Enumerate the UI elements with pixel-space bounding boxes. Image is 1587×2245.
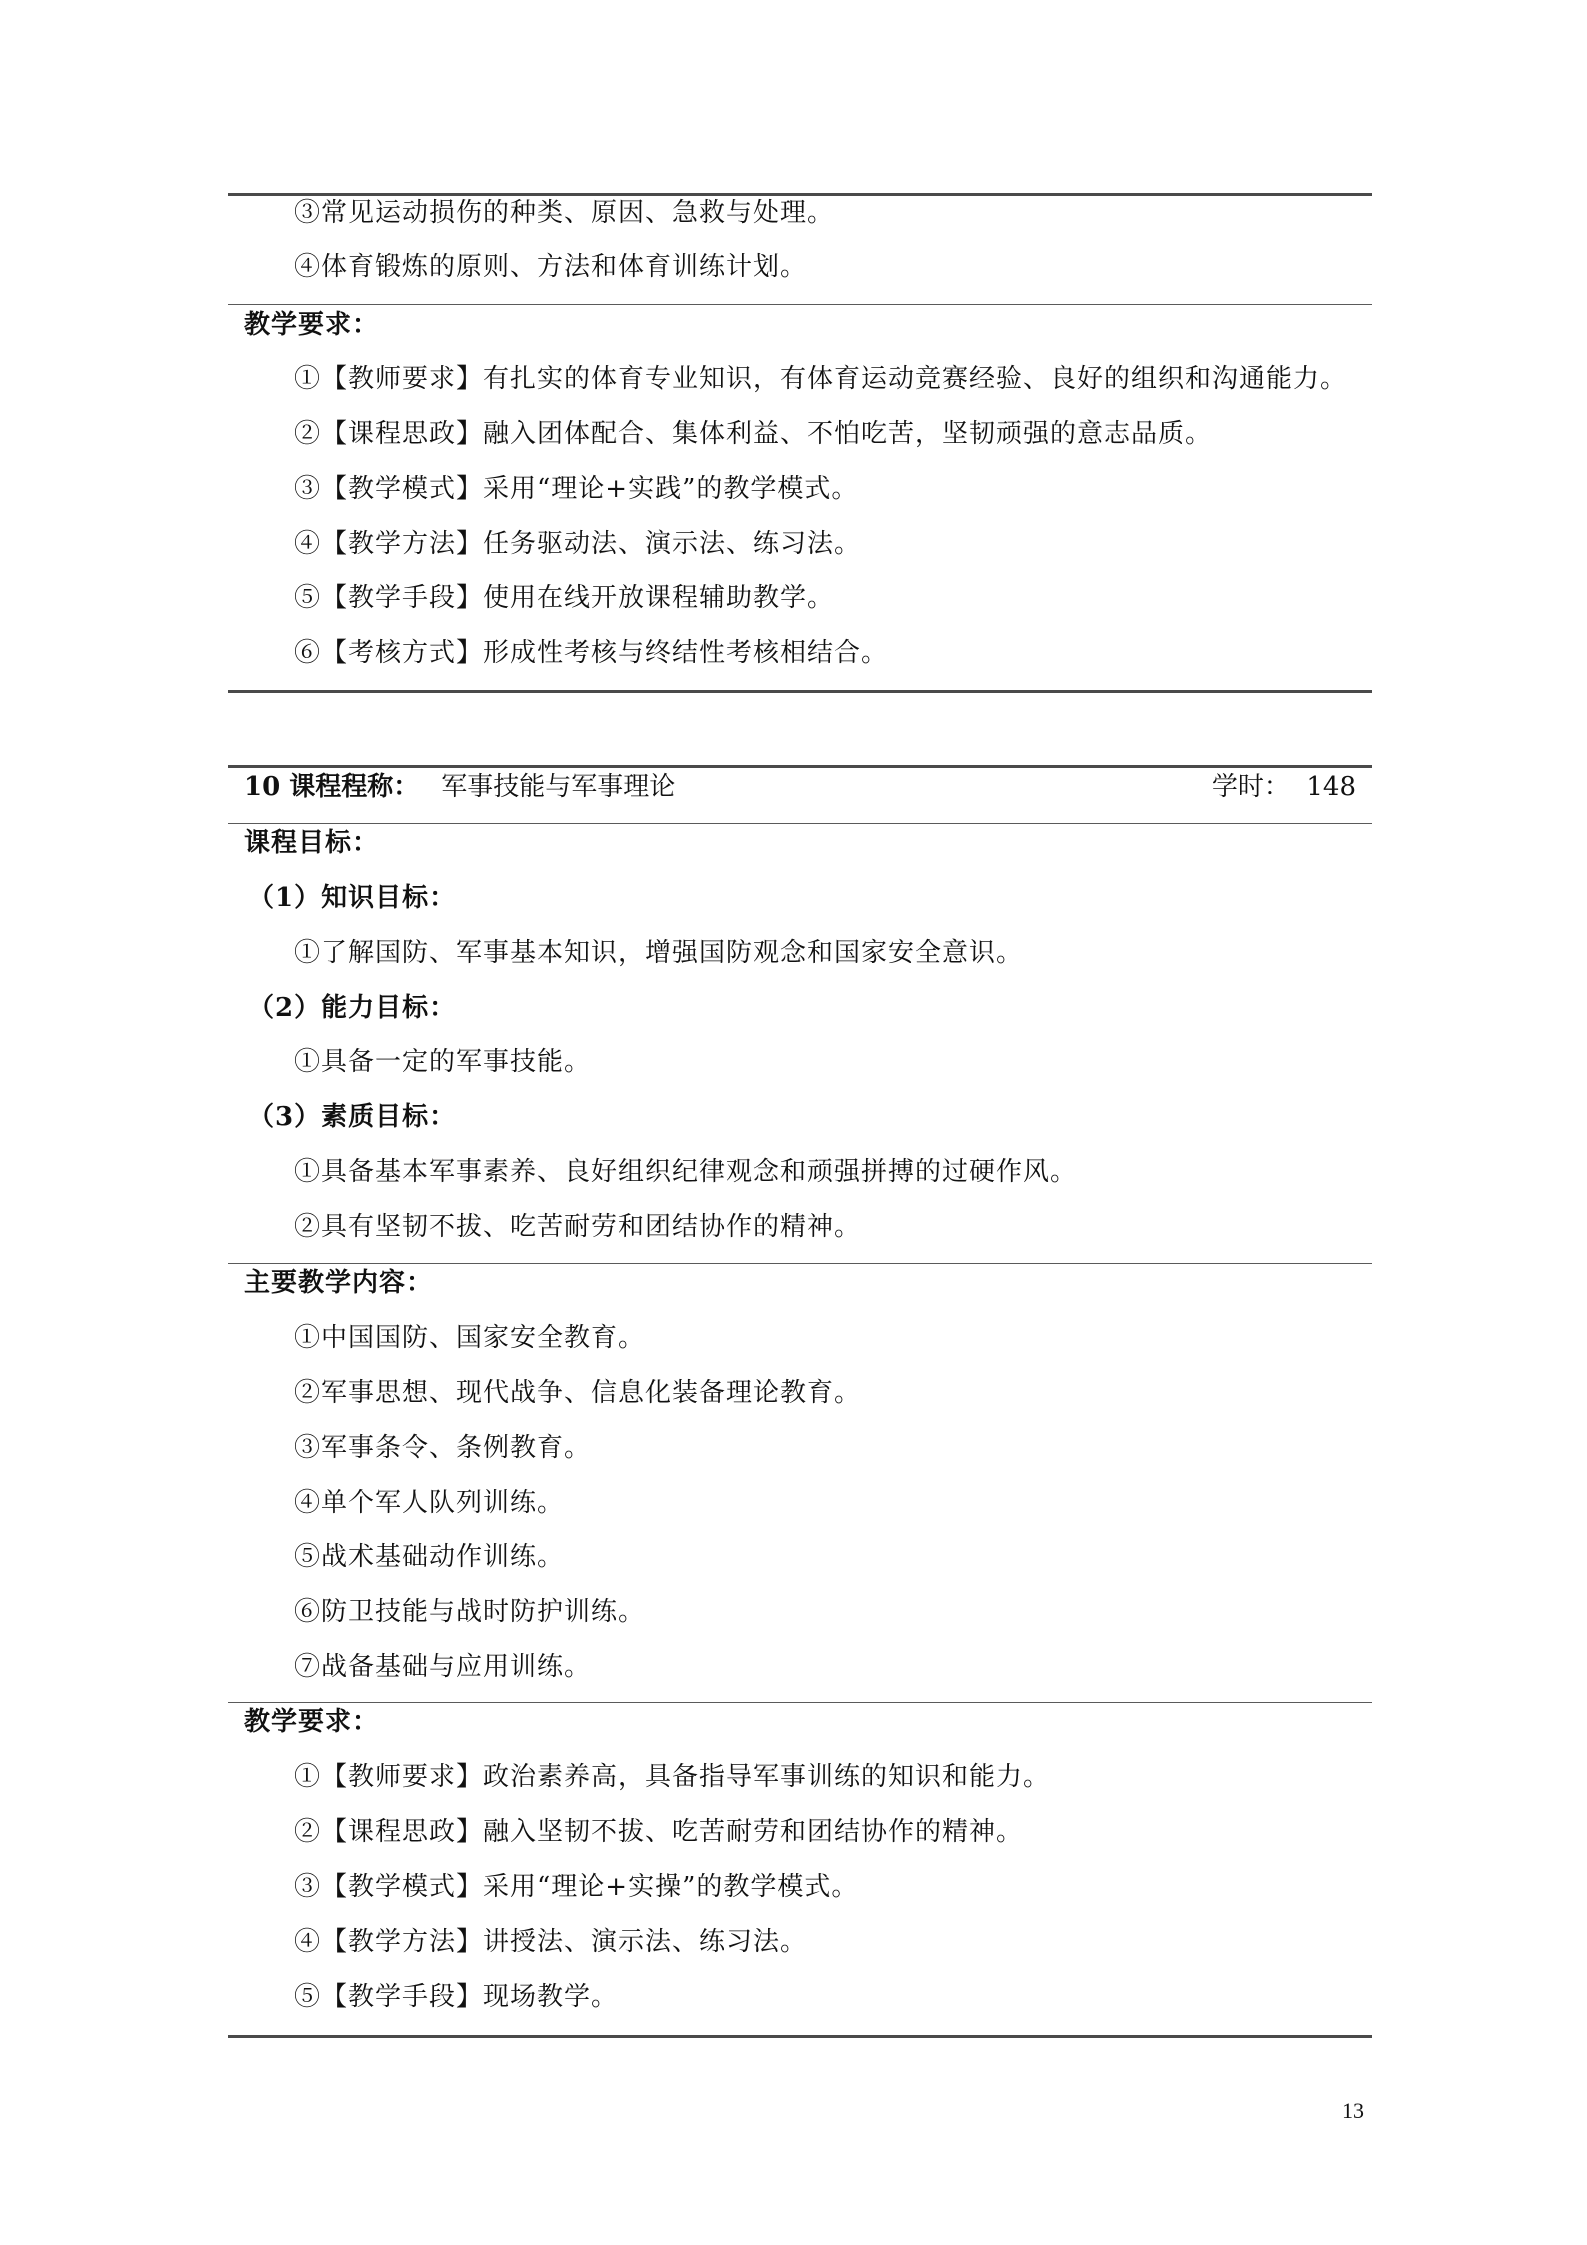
requirement-item: ⑤【教学手段】现场教学。 (294, 1982, 619, 2012)
quality-goal-item: ①具备基本军事素养、良好组织纪律观念和顽强拼搏的过硬作风。 (294, 1157, 1078, 1187)
requirement-item: ④【教学方法】任务驱动法、演示法、练习法。 (294, 529, 862, 559)
content-item: ③常见运动损伤的种类、原因、急救与处理。 (294, 198, 835, 228)
content-item: ③军事条令、条例教育。 (294, 1433, 592, 1463)
goals-heading: 课程目标： (244, 828, 380, 858)
course-10-table (228, 0, 1372, 2060)
course-number-label: 10 课程程称： (244, 772, 420, 802)
row-divider (228, 823, 1372, 824)
requirement-item: ③【教学模式】采用“理论+实践”的教学模式。 (294, 474, 859, 504)
requirement-item: ④【教学方法】讲授法、演示法、练习法。 (294, 1927, 808, 1957)
knowledge-goals-heading: （1）知识目标： (248, 883, 457, 913)
requirement-item: ⑥【考核方式】形成性考核与终结性考核相结合。 (294, 638, 889, 668)
page-number: 13 (1342, 2098, 1364, 2123)
requirements-heading: 教学要求： (244, 1707, 380, 1737)
requirement-item: ②【课程思政】融入坚韧不拔、吃苦耐劳和团结协作的精神。 (294, 1817, 1024, 1847)
course-title-row (244, 771, 1356, 803)
table-top-rule (228, 765, 1372, 768)
content-item: ⑤战术基础动作训练。 (294, 1542, 565, 1572)
requirement-item: ①【教师要求】政治素养高，具备指导军事训练的知识和能力。 (294, 1762, 1051, 1792)
requirements-heading: 教学要求： (244, 310, 380, 340)
requirement-item: ③【教学模式】采用“理论+实操”的教学模式。 (294, 1872, 859, 1902)
ability-goal-item: ①具备一定的军事技能。 (294, 1047, 592, 1077)
knowledge-goal-item: ①了解国防、军事基本知识，增强国防观念和国家安全意识。 (294, 938, 1024, 968)
row-divider (228, 1702, 1372, 1703)
content-item: ⑦战备基础与应用训练。 (294, 1652, 592, 1682)
content-item: ⑥防卫技能与战时防护训练。 (294, 1597, 646, 1627)
quality-goals-heading: （3）素质目标： (248, 1102, 457, 1132)
quality-goal-item: ②具有坚韧不拔、吃苦耐劳和团结协作的精神。 (294, 1212, 862, 1242)
content-item: ②军事思想、现代战争、信息化装备理论教育。 (294, 1378, 862, 1408)
course-hours (1212, 771, 1356, 803)
requirement-item: ⑤【教学手段】使用在线开放课程辅助教学。 (294, 583, 835, 613)
content-item: ④体育锻炼的原则、方法和体育训练计划。 (294, 252, 808, 282)
ability-goals-heading: （2）能力目标： (248, 993, 457, 1023)
requirement-item: ①【教师要求】有扎实的体育专业知识，有体育运动竞赛经验、良好的组织和沟通能力。 (294, 364, 1348, 394)
content-item: ①中国国防、国家安全教育。 (294, 1323, 646, 1353)
hours-value: 148 (1306, 772, 1356, 802)
row-divider (228, 1263, 1372, 1264)
hours-label: 学时： (1211, 772, 1290, 802)
content-item: ④单个军人队列训练。 (294, 1488, 565, 1518)
requirement-item: ②【课程思政】融入团体配合、集体利益、不怕吃苦，坚韧顽强的意志品质。 (294, 419, 1213, 449)
table-bottom-rule (228, 2035, 1372, 2038)
course-name: 军事技能与军事理论 (441, 772, 676, 802)
content-heading: 主要教学内容： (244, 1268, 434, 1298)
